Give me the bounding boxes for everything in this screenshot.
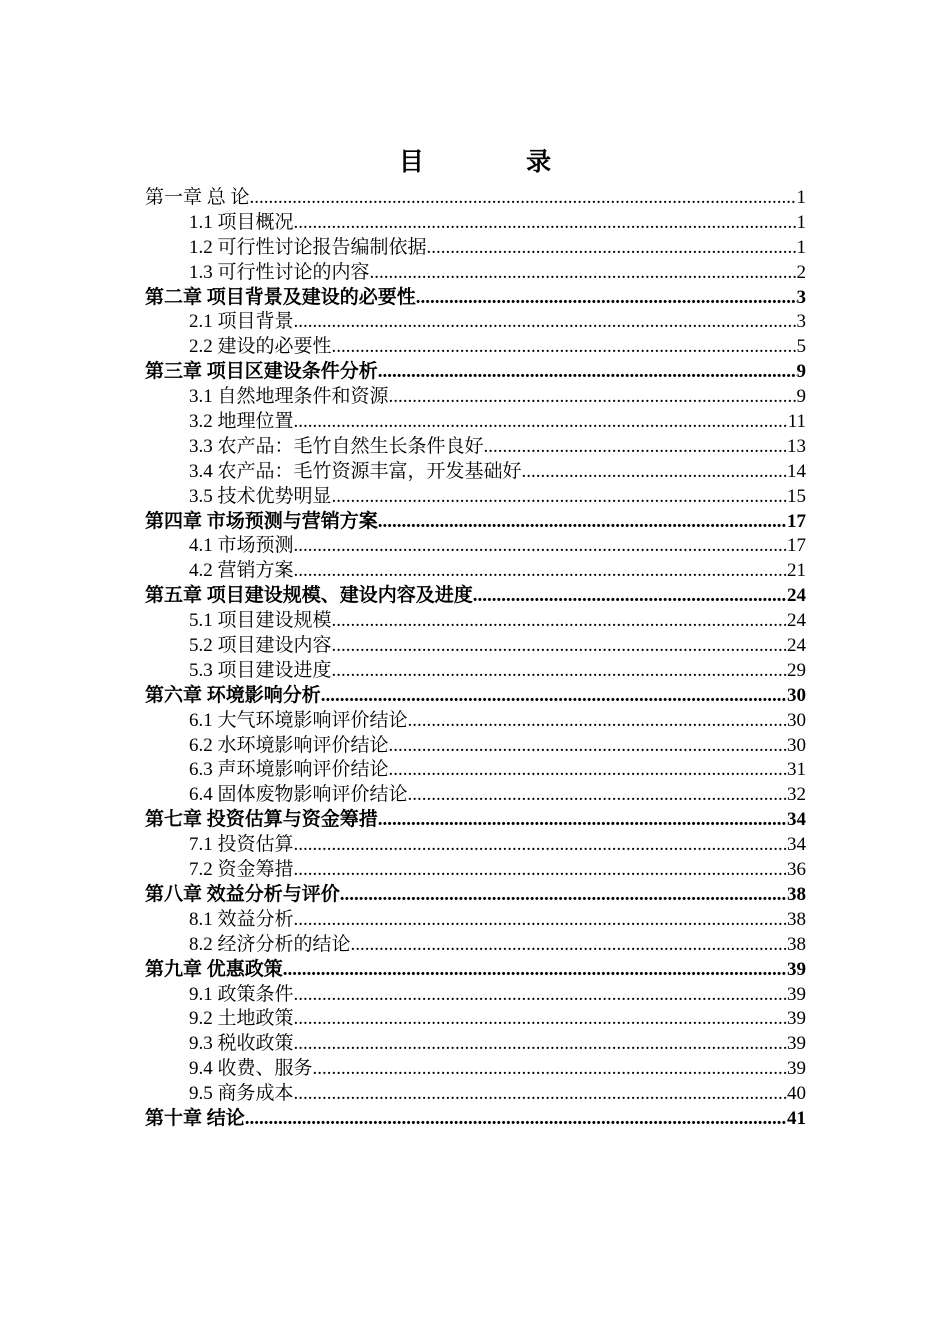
toc-dot-leader (378, 360, 797, 385)
toc-section-entry[interactable] (145, 1007, 806, 1032)
toc-entry-label: 第二章 项目背景及建设的必要性 (145, 286, 416, 308)
toc-dot-leader (294, 983, 787, 1008)
toc-section-entry[interactable] (145, 659, 806, 684)
toc-page-number: 41 (787, 1107, 806, 1129)
toc-page-number: 24 (787, 610, 806, 632)
toc-entry-label: 6.2 水环境影响评价结论 (189, 734, 389, 756)
toc-section-entry[interactable] (145, 236, 806, 261)
toc-dot-leader (340, 883, 787, 908)
toc-page-number: 17 (787, 510, 806, 532)
toc-dot-leader (294, 310, 797, 335)
toc-entry-label: 第四章 市场预测与营销方案 (145, 510, 378, 532)
toc-page-number: 30 (787, 684, 806, 706)
toc-chapter-entry[interactable] (145, 286, 806, 311)
toc-entry-label: 5.2 项目建设内容 (189, 635, 332, 657)
toc-section-entry[interactable] (145, 460, 806, 485)
toc-dot-leader (389, 385, 797, 410)
toc-dot-leader (408, 709, 787, 734)
toc-dot-leader (389, 734, 787, 759)
toc-dot-leader (294, 211, 797, 236)
toc-page-number: 9 (796, 361, 806, 383)
toc-page-number: 32 (787, 784, 806, 806)
toc-page-number: 39 (787, 1008, 806, 1030)
toc-section-entry[interactable] (145, 485, 806, 510)
toc-dot-leader (408, 783, 787, 808)
toc-dot-leader (332, 485, 787, 510)
toc-dot-leader (427, 236, 797, 261)
toc-page-number: 36 (787, 859, 806, 881)
toc-page-number: 40 (787, 1083, 806, 1105)
toc-page-number: 21 (787, 560, 806, 582)
toc-entry-label: 9.5 商务成本 (189, 1083, 294, 1105)
toc-entry-label: 1.2 可行性讨论报告编制依据 (189, 236, 427, 258)
toc-entry-label: 5.1 项目建设规模 (189, 610, 332, 632)
toc-section-entry[interactable] (145, 758, 806, 783)
toc-page-number: 1 (796, 187, 806, 208)
toc-dot-leader (389, 758, 787, 783)
toc-page-number: 30 (787, 734, 806, 756)
toc-section-entry[interactable] (145, 1082, 806, 1107)
toc-entry-label: 2.1 项目背景 (189, 311, 294, 333)
toc-dot-leader (294, 1032, 787, 1057)
toc-entry-label: 5.3 项目建设进度 (189, 659, 332, 681)
toc-section-entry[interactable] (145, 335, 806, 360)
toc-dot-leader (245, 1107, 787, 1132)
toc-chapter-entry[interactable] (145, 360, 806, 385)
toc-page-number: 38 (787, 908, 806, 930)
toc-page-number: 38 (787, 883, 806, 905)
toc-section-entry[interactable] (145, 634, 806, 659)
toc-section-entry[interactable] (145, 734, 806, 759)
toc-section-entry[interactable] (145, 833, 806, 858)
toc-dot-leader (378, 808, 787, 833)
toc-entry-label: 8.2 经济分析的结论 (189, 933, 351, 955)
toc-entry-label: 9.1 政策条件 (189, 983, 294, 1005)
toc-section-entry[interactable] (145, 385, 806, 410)
toc-dot-leader (378, 510, 787, 535)
toc-page-number: 13 (787, 435, 806, 457)
toc-dot-leader (294, 559, 787, 584)
toc-entry-label: 2.2 建设的必要性 (189, 336, 332, 358)
toc-page-number: 39 (787, 958, 806, 980)
page-title: 目 录 (398, 149, 600, 176)
toc-section-entry[interactable] (145, 1057, 806, 1082)
toc-entry-label: 7.2 资金筹措 (189, 859, 294, 881)
toc-entry-label: 6.4 固体废物影响评价结论 (189, 784, 408, 806)
toc-dot-leader (416, 286, 797, 311)
toc-entry-label: 1.1 项目概况 (189, 211, 294, 233)
toc-section-entry[interactable] (145, 261, 806, 286)
toc-chapter-entry[interactable] (145, 510, 806, 535)
toc-dot-leader (294, 833, 787, 858)
toc-page-number: 11 (787, 411, 806, 433)
toc-chapter-entry[interactable] (145, 684, 806, 709)
toc-entry-label: 3.3 农产品：毛竹自然生长条件良好 (189, 435, 484, 457)
toc-page-number: 1 (796, 211, 806, 233)
toc-page-number: 24 (787, 635, 806, 657)
toc-section-entry[interactable] (145, 609, 806, 634)
toc-entry-label: 9.3 税收政策 (189, 1033, 294, 1055)
toc-entry-label: 第五章 项目建设规模、建设内容及进度 (145, 585, 473, 607)
toc-page-number: 1 (796, 236, 806, 258)
toc-dot-leader (250, 186, 797, 211)
toc-entry-label: 9.2 土地政策 (189, 1008, 294, 1030)
toc-section-entry[interactable] (145, 858, 806, 883)
toc-dot-leader (473, 584, 787, 609)
toc-section-entry[interactable] (145, 908, 806, 933)
toc-dot-leader (332, 609, 787, 634)
toc-entry-label: 第八章 效益分析与评价 (145, 883, 340, 905)
toc-page-number: 24 (787, 585, 806, 607)
toc-dot-leader (294, 858, 787, 883)
toc-entry-label: 6.1 大气环境影响评价结论 (189, 709, 408, 731)
toc-entry-label: 4.1 市场预测 (189, 535, 294, 557)
toc-page-number: 3 (796, 286, 806, 308)
toc-page-number: 31 (787, 759, 806, 781)
toc-section-entry[interactable] (145, 310, 806, 335)
toc-dot-leader (294, 908, 787, 933)
toc-chapter-entry[interactable] (145, 883, 806, 908)
toc-chapter-entry[interactable] (145, 808, 806, 833)
toc-page-number: 14 (787, 460, 806, 482)
toc-section-entry[interactable] (145, 709, 806, 734)
toc-page-number: 30 (787, 709, 806, 731)
toc-entry-label: 第一章 总 论 (145, 187, 250, 208)
toc-page-number: 39 (787, 1033, 806, 1055)
toc-dot-leader (522, 460, 787, 485)
toc-entry-label: 3.5 技术优势明显 (189, 485, 332, 507)
toc-section-entry[interactable] (145, 435, 806, 460)
toc-page-number: 34 (787, 809, 806, 831)
toc-section-entry[interactable] (145, 559, 806, 584)
toc-chapter-entry[interactable] (145, 1107, 806, 1132)
toc-page-number: 3 (796, 311, 806, 333)
toc-entry-label: 第七章 投资估算与资金筹措 (145, 809, 378, 831)
toc-dot-leader (484, 435, 787, 460)
toc-page-number: 39 (787, 983, 806, 1005)
table-of-contents (145, 186, 806, 1132)
toc-dot-leader (294, 1007, 787, 1032)
toc-entry-label: 1.3 可行性讨论的内容 (189, 261, 370, 283)
toc-dot-leader (351, 933, 787, 958)
toc-entry-label: 3.1 自然地理条件和资源 (189, 386, 389, 408)
toc-section-entry[interactable] (145, 410, 806, 435)
toc-page-number: 15 (787, 485, 806, 507)
toc-page-number: 38 (787, 933, 806, 955)
toc-entry-label: 7.1 投资估算 (189, 834, 294, 856)
toc-section-entry[interactable] (145, 983, 806, 1008)
toc-section-entry[interactable] (145, 783, 806, 808)
toc-page-number: 2 (796, 261, 806, 283)
toc-dot-leader (321, 684, 787, 709)
toc-chapter-entry[interactable] (145, 958, 806, 983)
toc-dot-leader (332, 659, 787, 684)
toc-section-entry[interactable] (145, 933, 806, 958)
toc-entry-label: 第六章 环境影响分析 (145, 684, 321, 706)
toc-chapter-entry[interactable] (145, 186, 806, 211)
toc-section-entry[interactable] (145, 211, 806, 236)
toc-dot-leader (294, 534, 787, 559)
toc-entry-label: 第九章 优惠政策 (145, 958, 283, 980)
toc-page-number: 5 (796, 336, 806, 358)
toc-dot-leader (313, 1057, 787, 1082)
toc-page-number: 39 (787, 1058, 806, 1080)
toc-entry-label: 第三章 项目区建设条件分析 (145, 361, 378, 383)
toc-dot-leader (294, 1082, 787, 1107)
toc-entry-label: 4.2 营销方案 (189, 560, 294, 582)
toc-entry-label: 8.1 效益分析 (189, 908, 294, 930)
toc-chapter-entry[interactable] (145, 584, 806, 609)
toc-entry-label: 3.2 地理位置 (189, 411, 294, 433)
toc-page-number: 34 (787, 834, 806, 856)
toc-page-number: 9 (796, 386, 806, 408)
toc-entry-label: 第十章 结论 (145, 1107, 245, 1129)
toc-entry-label: 9.4 收费、服务 (189, 1058, 313, 1080)
toc-dot-leader (283, 958, 787, 983)
toc-page-number: 29 (787, 659, 806, 681)
toc-section-entry[interactable] (145, 534, 806, 559)
toc-dot-leader (332, 335, 797, 360)
toc-page-number: 17 (787, 535, 806, 557)
toc-entry-label: 3.4 农产品：毛竹资源丰富，开发基础好 (189, 460, 522, 482)
toc-dot-leader (370, 261, 797, 286)
toc-entry-label: 6.3 声环境影响评价结论 (189, 759, 389, 781)
toc-dot-leader (294, 410, 788, 435)
toc-dot-leader (332, 634, 787, 659)
toc-section-entry[interactable] (145, 1032, 806, 1057)
